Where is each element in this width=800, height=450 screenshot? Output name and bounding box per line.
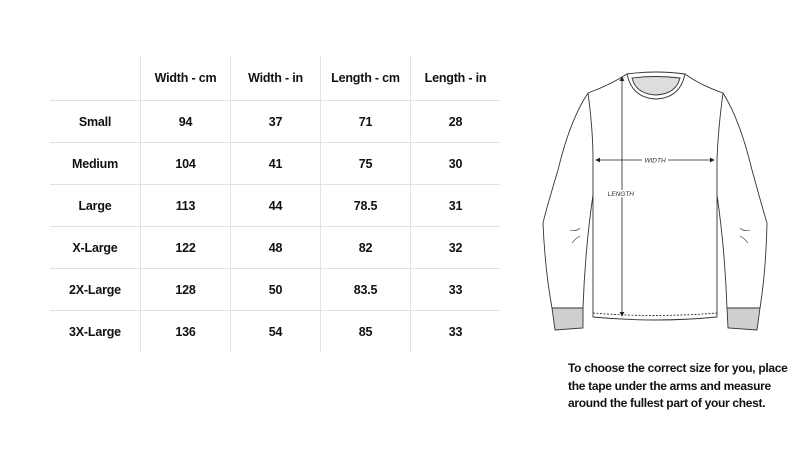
measurement-cell: 41 (231, 143, 321, 185)
size-label: Small (50, 101, 141, 143)
measurement-cell: 128 (141, 269, 231, 311)
shirt-measurement-diagram (530, 60, 790, 340)
measurement-cell: 44 (231, 185, 321, 227)
measurement-cell: 31 (411, 185, 501, 227)
measurement-cell: 136 (141, 311, 231, 353)
table-row (50, 311, 500, 353)
table-row (50, 185, 500, 227)
width-label: WIDTH (644, 157, 666, 165)
length-label: LENGTH (607, 191, 634, 198)
size-label: Medium (50, 143, 141, 185)
measurement-cell: 32 (411, 227, 501, 269)
size-label: Large (50, 185, 141, 227)
measurement-cell: 37 (231, 101, 321, 143)
left-cuff (552, 308, 583, 330)
measurement-cell: 75 (321, 143, 411, 185)
measurement-cell: 104 (141, 143, 231, 185)
measurement-instructions: To choose the correct size for you, place the tape under the arms and measure around the fullest part of your chest. (568, 361, 788, 410)
measurement-cell: 30 (411, 143, 501, 185)
table-header-row (50, 56, 500, 101)
size-label: 3X-Large (50, 311, 141, 353)
measurement-cell: 33 (411, 311, 501, 353)
column-header: Width - in (231, 56, 321, 101)
measurement-cell: 85 (321, 311, 411, 353)
table-row (50, 227, 500, 269)
corner-cell (50, 56, 141, 101)
measurement-cell: 50 (231, 269, 321, 311)
measurement-cell: 122 (141, 227, 231, 269)
measurement-cell: 113 (141, 185, 231, 227)
measurement-cell: 33 (411, 269, 501, 311)
measurement-cell: 54 (231, 311, 321, 353)
table-row (50, 101, 500, 143)
shirt-outline (543, 74, 767, 320)
measurement-cell: 48 (231, 227, 321, 269)
measurement-cell: 28 (411, 101, 501, 143)
size-chart-table (50, 56, 500, 352)
table-row (50, 143, 500, 185)
right-cuff (727, 308, 760, 330)
measurement-cell: 78.5 (321, 185, 411, 227)
measurement-cell: 94 (141, 101, 231, 143)
table-row (50, 269, 500, 311)
column-header: Width - cm (141, 56, 231, 101)
size-label: 2X-Large (50, 269, 141, 311)
measurement-cell: 71 (321, 101, 411, 143)
size-label: X-Large (50, 227, 141, 269)
column-header: Length - cm (321, 56, 411, 101)
column-header: Length - in (411, 56, 501, 101)
measurement-cell: 82 (321, 227, 411, 269)
measurement-cell: 83.5 (321, 269, 411, 311)
